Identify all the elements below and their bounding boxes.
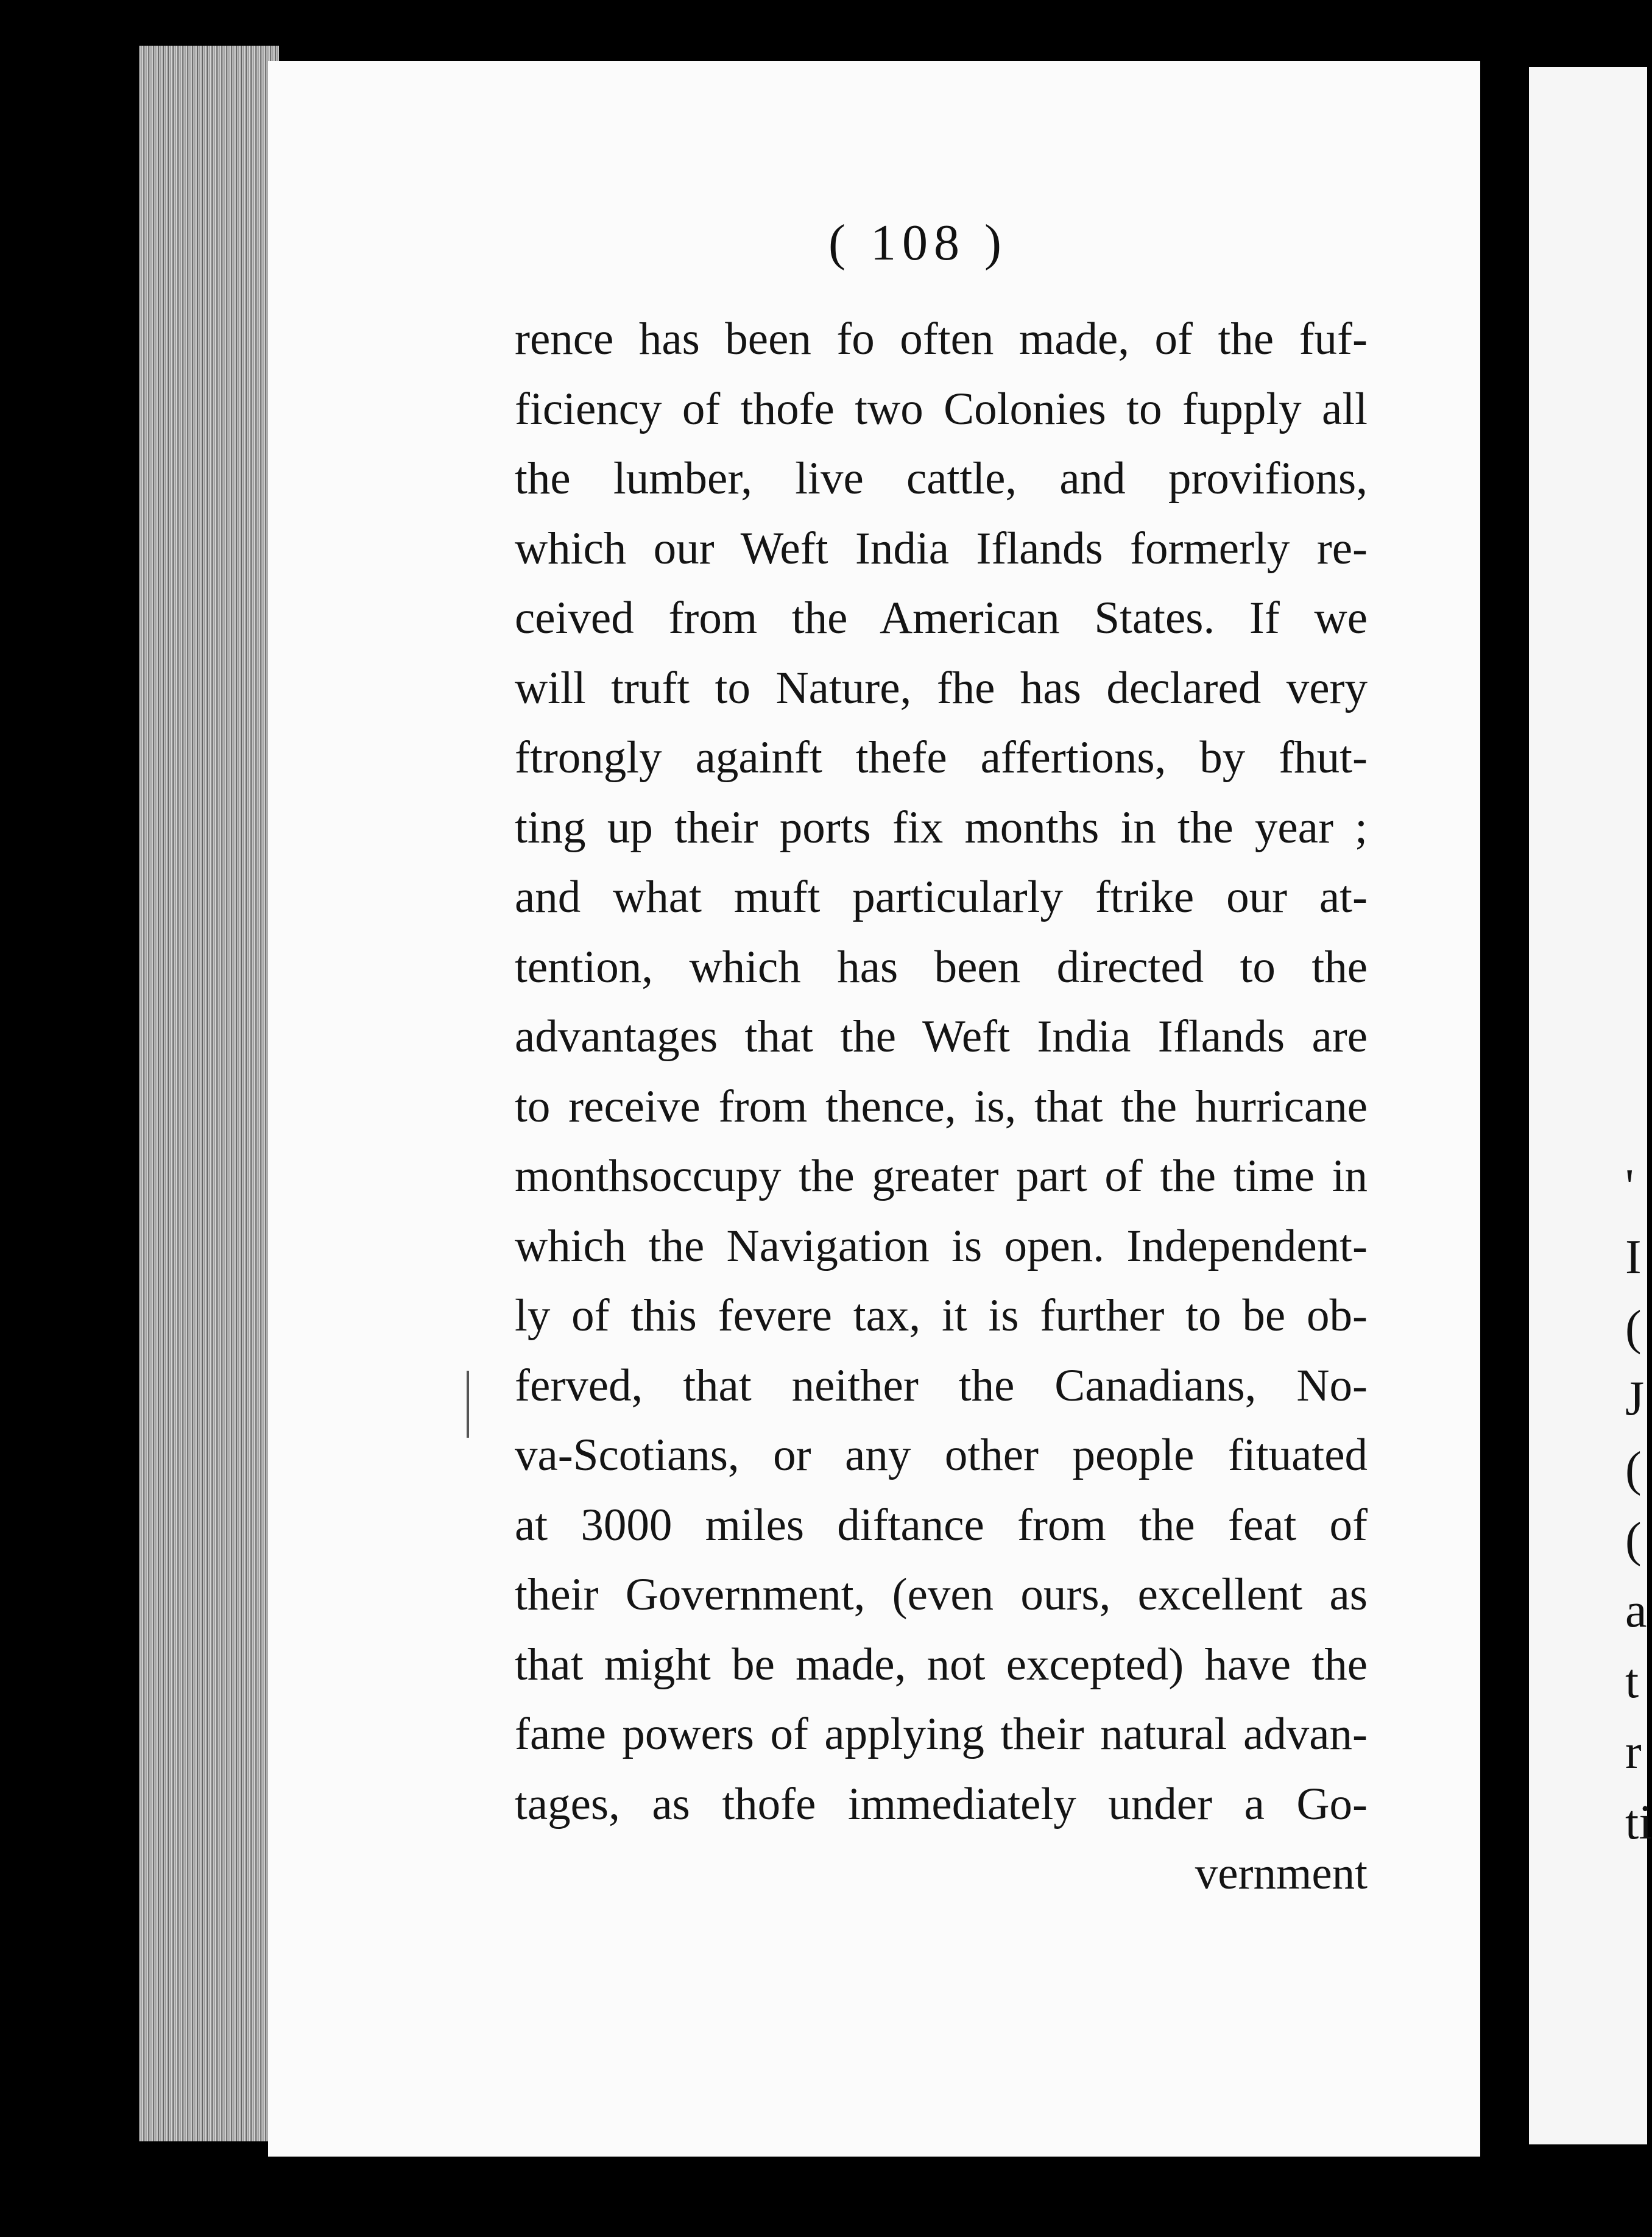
text-line: to receive from thence, is, that the hurricane [515,1081,1368,1132]
text-line: ferved, that neither the Canadians, No- [515,1360,1368,1411]
fragment: ti [1625,1796,1652,1850]
fragment: ' [1625,1160,1634,1214]
text-line: tention, which has been directed to the [515,941,1368,992]
text-line: which the Navigation is open. Independent- [515,1220,1368,1271]
text-line: ficiency of thofe two Colonies to fupply all [515,383,1368,434]
text-line: advantages that the Weft India Iflands are [515,1011,1368,1062]
fragment: ( [1625,1443,1642,1496]
facing-page-text-fragments [1625,1151,1652,1858]
text-line: which our Weft India Iflands formerly re- [515,523,1368,574]
text-line: fame powers of applying their natural advan- [515,1709,1368,1759]
fragment: J [1625,1372,1645,1426]
text-line: at 3000 miles diftance from the feat of [515,1499,1368,1550]
text-line: and what muft particularly ftrike our at- [515,872,1368,922]
text-line: rence has been fo often made, of the fuf- [515,314,1368,364]
text-line: ceived from the American States. If we [515,593,1368,643]
text-line: their Government, (even ours, excellent as [515,1569,1368,1620]
text-line: tages, as thofe immediately under a Go- [515,1778,1368,1829]
text-line: ly of this fevere tax, it is further to be ob- [515,1290,1368,1341]
text-line: va-Scotians, or any other people fituated [515,1430,1368,1480]
fragment: t [1625,1655,1639,1708]
text-line: the lumber, live cattle, and provifions, [515,453,1368,504]
fragment: r [1625,1725,1642,1779]
catchword: vernment [1195,1848,1368,1899]
fragment: I [1625,1231,1642,1284]
fragment: a [1625,1584,1647,1638]
text-line: ting up their ports fix months in the year ; [515,802,1368,853]
text-line: ftrongly againft thefe affertions, by fhut- [515,732,1368,783]
page-number-header: ( 108 ) [828,214,1008,271]
text-line: monthsoccupy the greater part of the time in [515,1151,1368,1201]
text-line: will truft to Nature, fhe has declared very [515,662,1368,713]
book-page-edges [139,46,279,2141]
text-line: that might be made, not excepted) have the [515,1639,1368,1690]
margin-mark [467,1371,469,1438]
fragment: ( [1625,1301,1642,1355]
page-text [515,305,1368,1909]
fragment: ( [1625,1513,1642,1567]
